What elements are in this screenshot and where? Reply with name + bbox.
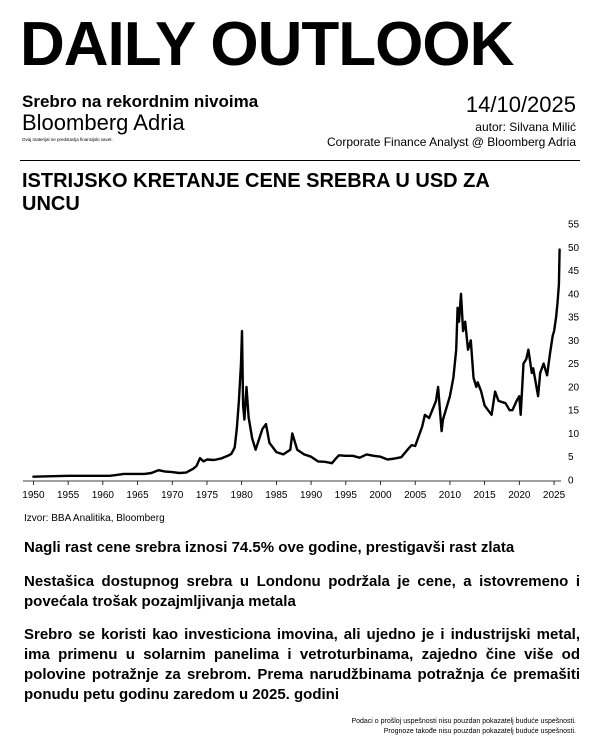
report-date: 14/10/2025 <box>465 92 576 117</box>
y-tick-label: 50 <box>568 242 580 254</box>
x-tick-label: 1970 <box>161 490 184 501</box>
footer-disclaimer-2: Prognoze takođe nisu pouzdan pokazatelj buduće uspešnosti. <box>383 728 576 735</box>
x-tick-label: 1995 <box>334 490 357 501</box>
chart-title: ISTRIJSKO KRETANJE CENE SREBRA U USD ZA UNCU <box>22 170 490 215</box>
x-tick-label: 2000 <box>369 490 392 501</box>
y-tick-label: 20 <box>568 382 580 394</box>
x-tick-label: 1950 <box>22 490 45 501</box>
x-tick-label: 2020 <box>508 490 531 501</box>
y-tick-label: 40 <box>568 289 580 301</box>
masthead-title: DAILY OUTLOOK <box>20 10 514 79</box>
x-tick-label: 2005 <box>404 490 427 501</box>
footer-disclaimer-1: Podaci o prošloj uspešnosti nisu pouzdan pokazatelj buduće uspešnosti. <box>351 718 576 725</box>
highlight-paragraph-3: Srebro se koristi kao investiciona imovina, ali ujedno je i industrijski metal, ima primenu u solarnim panelima i vetroturbinama, zajedno čine više od polovine potražnje za srebrom. Prema narudžbinama potražnja će premašiti ponudu petu godinu zaredom u 2025. godini <box>24 626 580 703</box>
highlight-paragraph-2: Nestašica dostupnog srebra u Londonu podržala je cene, a istovremeno i povećala trošak pozajmljivanja metala <box>24 573 580 610</box>
x-axis <box>22 481 565 501</box>
y-tick-label: 5 <box>568 452 574 464</box>
silver-price-chart <box>0 210 600 510</box>
report-subtitle: Srebro na rekordnim nivoima <box>22 92 259 111</box>
x-tick-label: 2010 <box>438 490 462 501</box>
header-divider <box>20 160 580 161</box>
author-role: Corporate Finance Analyst @ Bloomberg Adria <box>327 135 576 149</box>
x-tick-label: 1955 <box>56 490 80 501</box>
x-tick-label: 1965 <box>126 490 149 501</box>
disclaimer-text: Ovaj materijal ne predstavlja finansijski savet. <box>22 137 113 142</box>
x-tick-label: 1960 <box>91 490 114 501</box>
x-tick-label: 1990 <box>299 490 323 501</box>
x-tick-label: 1985 <box>265 490 288 501</box>
x-tick-label: 1975 <box>195 490 219 501</box>
y-tick-label: 55 <box>568 219 580 231</box>
silver-price-line <box>33 250 559 477</box>
y-tick-label: 10 <box>568 428 580 440</box>
y-tick-label: 25 <box>568 359 580 371</box>
x-tick-label: 1980 <box>230 490 253 501</box>
y-tick-label: 30 <box>568 335 580 347</box>
x-tick-label: 2015 <box>473 490 496 501</box>
highlight-paragraph-1: Nagli rast cene srebra iznosi 74.5% ove godine, prestigavši rast zlata <box>24 539 515 556</box>
y-axis <box>568 220 580 487</box>
y-tick-label: 45 <box>568 266 580 278</box>
chart-source: Izvor: BBA Analitika, Bloomberg <box>24 513 165 524</box>
y-tick-label: 35 <box>568 312 580 324</box>
author-line: autor: Silvana Milić <box>475 120 576 134</box>
y-tick-label: 0 <box>568 475 574 487</box>
publisher-name: Bloomberg Adria <box>22 110 185 135</box>
x-tick-label: 2025 <box>542 490 566 501</box>
y-tick-label: 15 <box>568 405 580 417</box>
